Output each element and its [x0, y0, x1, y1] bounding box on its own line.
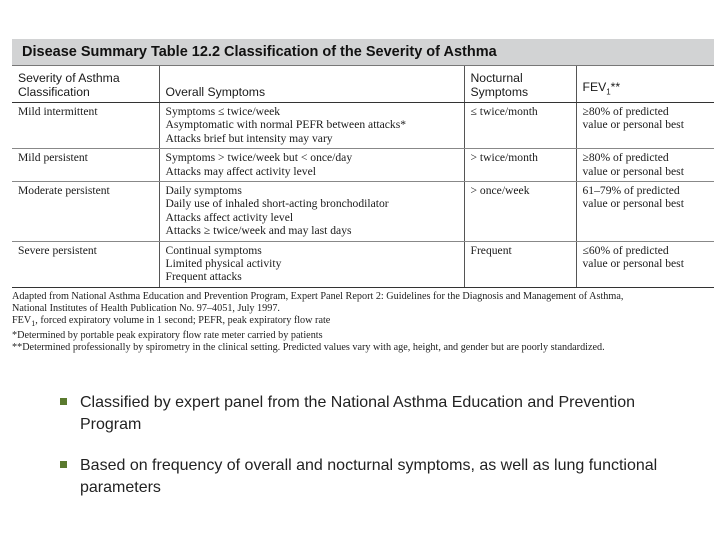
- table-header-row: [12, 66, 714, 103]
- row-nocturnal: Frequent: [464, 241, 576, 287]
- table-title: Disease Summary Table 12.2 Classification of the Severity of Asthma: [12, 39, 714, 66]
- row-classification: Mild persistent: [12, 149, 159, 182]
- bullet-list: [60, 392, 690, 518]
- table-row: [12, 103, 714, 149]
- row-classification: Moderate persistent: [12, 182, 159, 242]
- row-overall-symptoms: Symptoms ≤ twice/week Asymptomatic with normal PEFR between attacks* Attacks brief but intensity may vary: [159, 103, 464, 149]
- row-fev: ≥80% of predicted value or personal best: [576, 149, 714, 182]
- row-classification: Mild intermittent: [12, 103, 159, 149]
- header-overall-symptoms: Overall Symptoms: [159, 66, 464, 103]
- table-row: [12, 241, 714, 287]
- row-overall-symptoms: Continual symptoms Limited physical activity Frequent attacks: [159, 241, 464, 287]
- header-fev1: $FEV_1**$: [576, 66, 714, 103]
- row-fev: 61–79% of predicted value or personal best: [576, 182, 714, 242]
- row-nocturnal: ≤ twice/month: [464, 103, 576, 149]
- row-classification: Severe persistent: [12, 241, 159, 287]
- footnote-spirometry: **Determined professionally by spirometry in the clinical setting. Predicted values vary with age, height, and gender but are poorly standardized.: [12, 341, 605, 353]
- square-bullet-icon: [60, 398, 67, 405]
- list-item: Classified by expert panel from the National Asthma Education and Prevention Program: [60, 392, 690, 436]
- table-footnotes: [12, 288, 714, 354]
- square-bullet-icon: [60, 461, 67, 468]
- table-row: [12, 149, 714, 182]
- severity-table: [12, 66, 714, 288]
- row-nocturnal: > once/week: [464, 182, 576, 242]
- row-overall-symptoms: Symptoms > twice/week but < once/day Attacks may affect activity level: [159, 149, 464, 182]
- row-fev: ≤60% of predicted value or personal best: [576, 241, 714, 287]
- row-overall-symptoms: Daily symptoms Daily use of inhaled short-acting bronchodilator Attacks affect activity level Attacks ≥ twice/week and may last days: [159, 182, 464, 242]
- footnote-source: Adapted from National Asthma Education and Prevention Program, Expert Panel Report 2: Guidelines for the Diagnosis and Management of Asthma,: [12, 290, 624, 302]
- header-classification: Severity of Asthma Classification: [12, 66, 159, 103]
- row-fev: ≥80% of predicted value or personal best: [576, 103, 714, 149]
- footnote-abbreviations: $FEV_1$, forced expiratory volume in 1 second; PEFR, peak expiratory flow rate: [12, 314, 331, 328]
- row-nocturnal: > twice/month: [464, 149, 576, 182]
- summary-table-figure: [12, 39, 714, 354]
- table-row: [12, 182, 714, 242]
- footnote-publication: National Institutes of Health Publication No. 97–4051, July 1997.: [12, 302, 280, 314]
- list-item: Based on frequency of overall and nocturnal symptoms, as well as lung functional parameters: [60, 455, 690, 499]
- header-nocturnal-symptoms: Nocturnal Symptoms: [464, 66, 576, 103]
- footnote-pefr: *Determined by portable peak expiratory flow rate meter carried by patients: [12, 329, 323, 341]
